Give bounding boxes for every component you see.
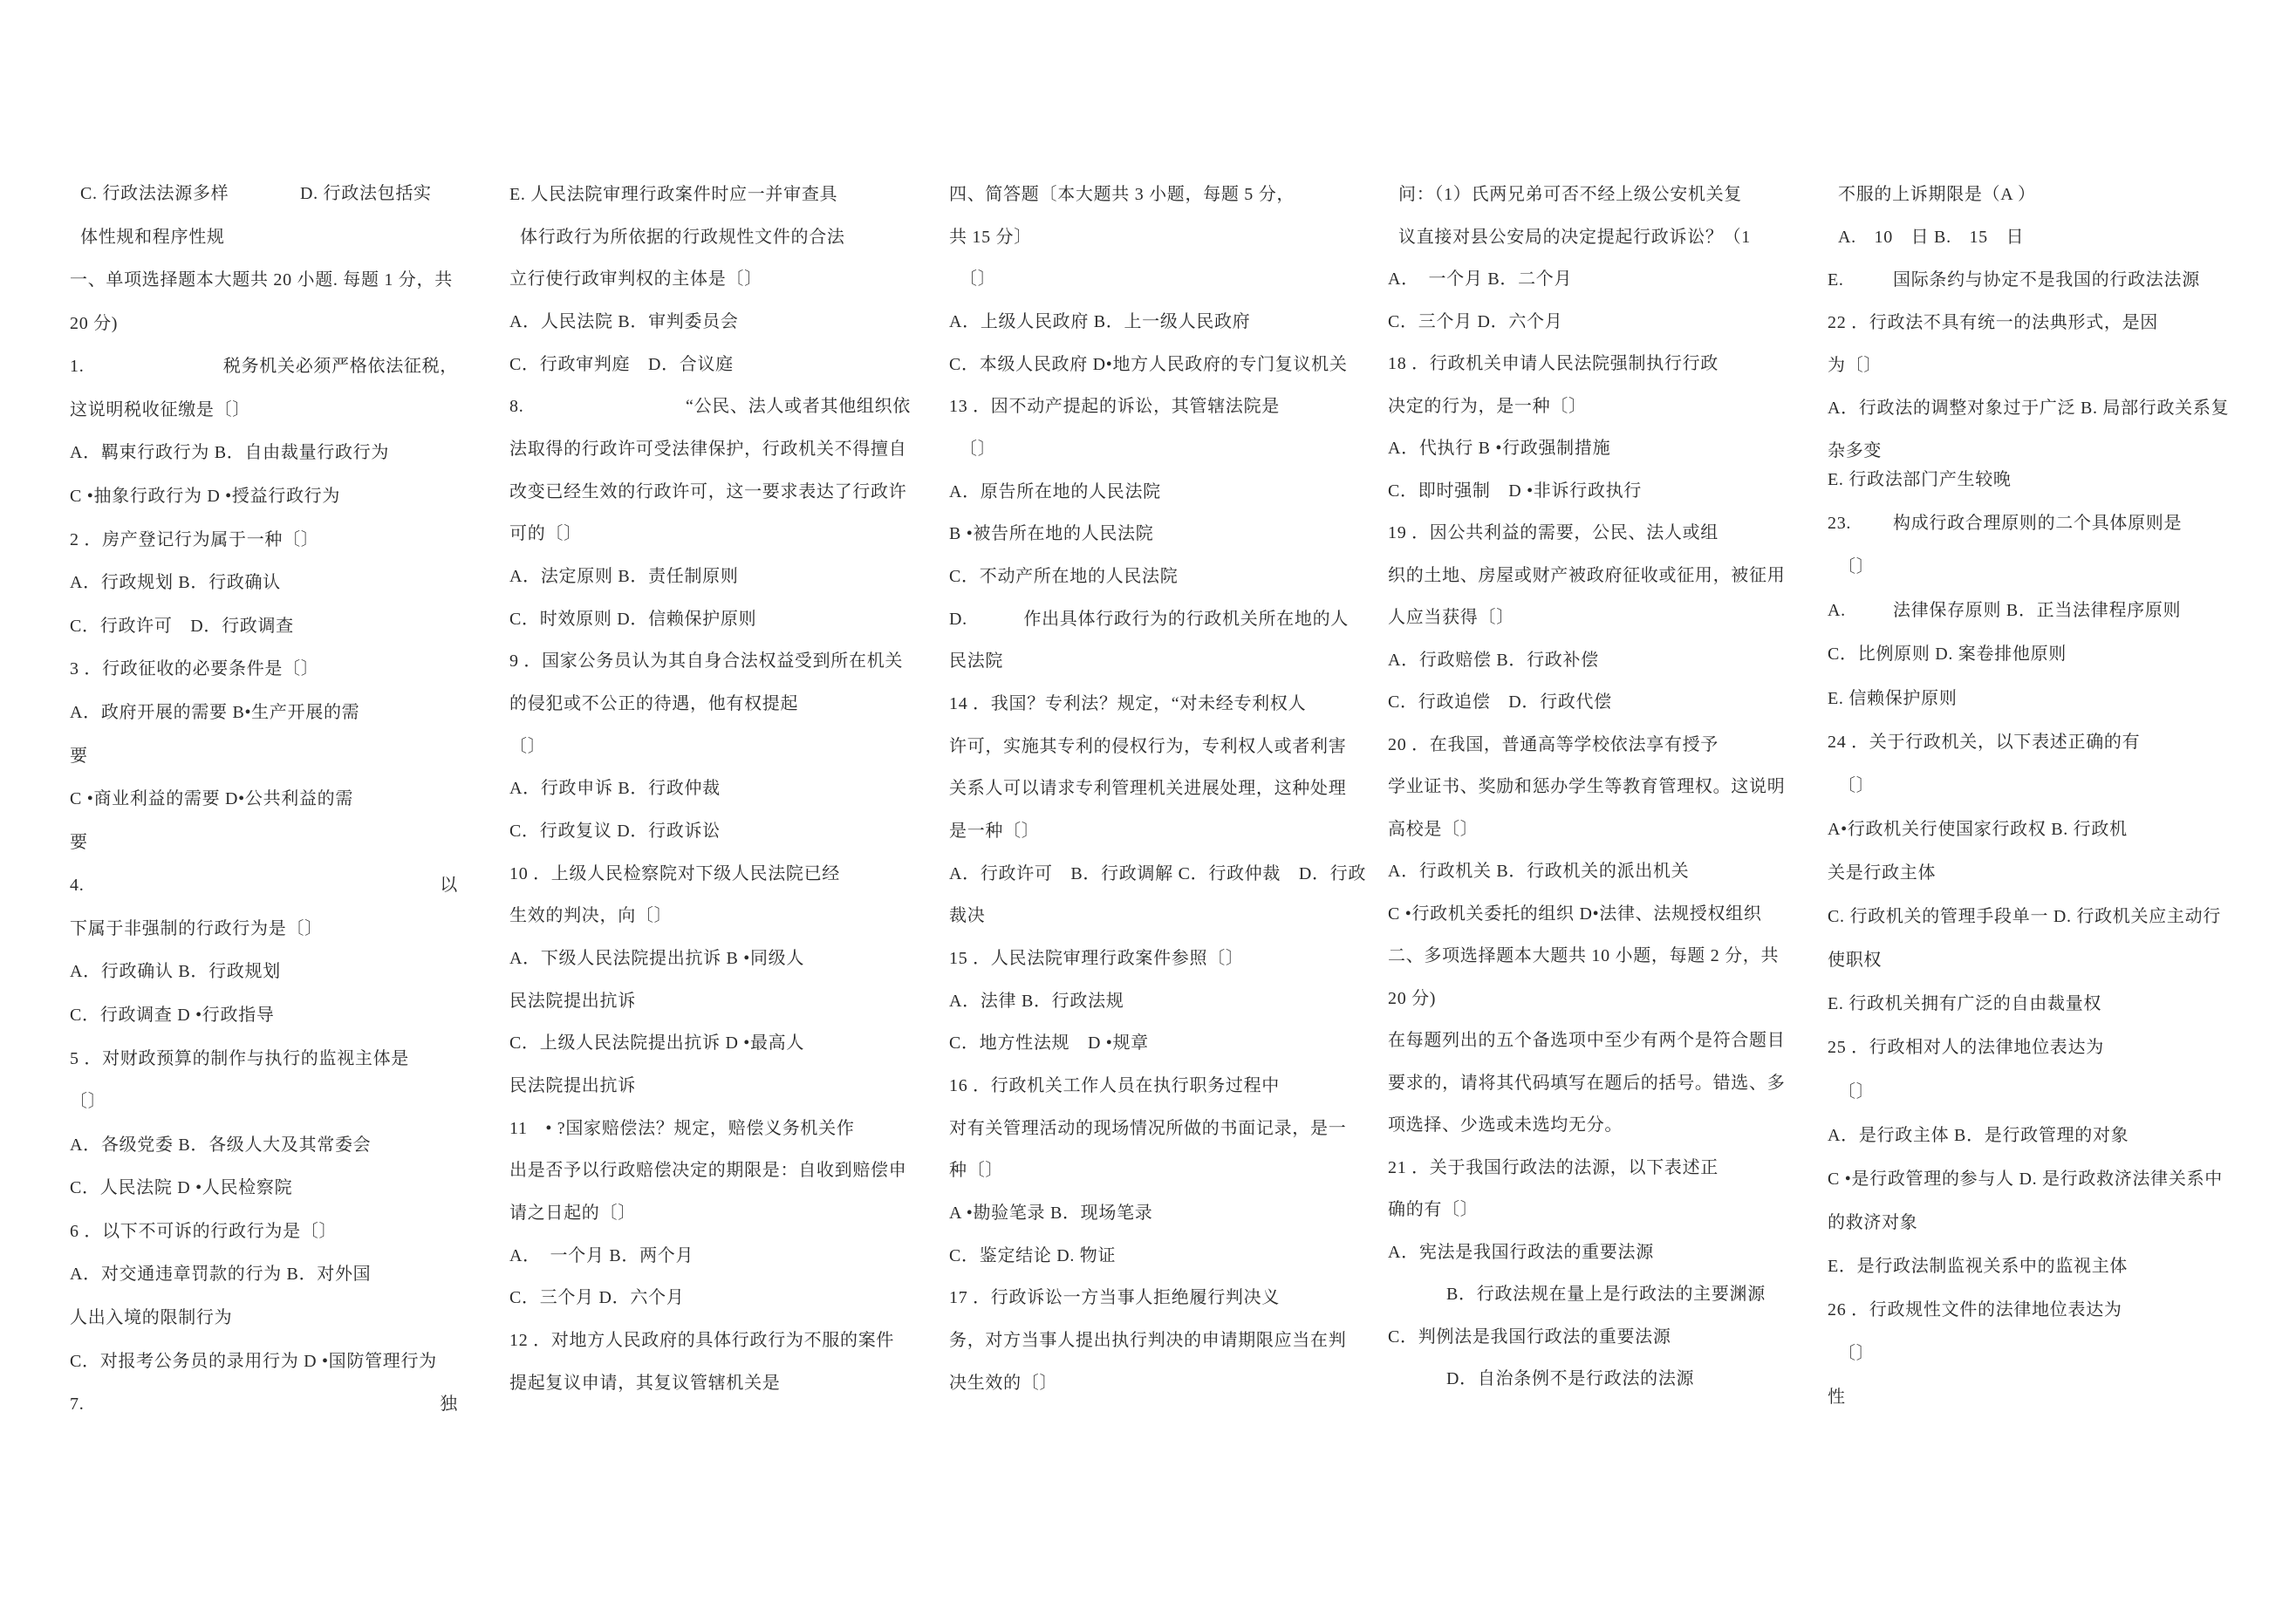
question-number: 23.	[1828, 514, 1852, 534]
answer-options: A．行政赔偿 B．行政补偿	[1388, 650, 1599, 670]
question-stem: 21 ．关于我国行政法的法源，以下表述正	[1388, 1157, 1719, 1177]
question-stem: 9 ．国家公务员认为其自身合法权益受到所在机关	[509, 651, 904, 672]
question-text: 问：（1）氏两兄弟可否不经上级公安机关复	[1398, 185, 1742, 204]
answer-option: E．是行政法制监视关系中的监视主体	[1828, 1256, 2129, 1276]
answer-options: C．本级人民政府 D•地方人民政府的专门复议机关	[949, 354, 1348, 374]
answer-options: A．代执行 B •行政强制措施	[1388, 439, 1611, 458]
answer-options: A．下级人民法院提出抗诉 B •同级人	[509, 949, 805, 969]
answer-options-continued: 关是行政主体	[1828, 863, 1937, 883]
option-text: 作出具体行政行为的行政机关所在地的人	[1023, 609, 1349, 629]
question-text: 可的〔〕	[509, 524, 582, 544]
answer-options: C．行政许可 D．行政调查	[70, 616, 294, 636]
section-instructions: 要求的，请将其代码填写在题后的括号。错选、多	[1388, 1073, 1786, 1093]
answer-options: C．行政复议 D．行政诉讼	[509, 822, 721, 842]
question-text: 决定的行为，是一种〔〕	[1388, 396, 1587, 416]
question-stem: 10 ．上级人民检察院对下级人民法院已经	[509, 863, 840, 883]
answer-option: D．自治条例不是行政法的法源	[1446, 1369, 1695, 1388]
question-text: 对有关管理活动的现场情况所做的书面记录，是一	[949, 1118, 1347, 1138]
question-stem: 18 ．行政机关申请人民法院强制执行行政	[1388, 354, 1719, 373]
answer-options: A．羁束行政行为 B．自由裁量行政行为	[70, 443, 390, 463]
question-stem: 22 ．行政法不具有统一的法典形式，是因	[1828, 312, 2158, 332]
option-text: C. 行政法法源多样	[80, 184, 229, 203]
question-text: 务，对方当事人提出执行判决的申请期限应当在判	[949, 1331, 1347, 1351]
question-stem: 12 ．对地方人民政府的具体行政行为不服的案件	[509, 1331, 895, 1351]
question-stem	[1828, 501, 2226, 545]
answer-options-continued: 杂多变	[1828, 440, 1883, 460]
question-text: 的侵犯或不公正的待遇，他有权提起	[509, 694, 799, 714]
question-stem: 6 ．以下不可诉的行政行为是〔〕	[70, 1221, 338, 1241]
question-text: 议直接对县公安局的决定提起行政诉讼？（1	[1398, 227, 1751, 247]
question-text: 改变已经生效的行政许可，这一要求表达了行政许	[509, 481, 907, 501]
answer-options: C．即时强制 D •非诉行政执行	[1388, 481, 1642, 501]
answer-options: C．行政审判庭 D．合议庭	[509, 354, 734, 374]
answer-options: C．行政追偿 D．行政代偿	[1388, 692, 1612, 712]
question-number: 7.	[70, 1395, 85, 1415]
column-5-lower	[1828, 458, 2226, 1419]
answer-options	[1828, 589, 2226, 632]
answer-options: C •行政机关委托的组织 D•法律、法规授权组织	[1388, 904, 1762, 924]
answer-options	[70, 173, 458, 216]
answer-options: A．行政机关 B．行政机关的派出机关	[1388, 862, 1690, 881]
question-text: 下属于非强制的行政行为是〔〕	[70, 918, 323, 938]
question-stem: 5 ．对财政预算的制作与执行的监视主体是	[70, 1048, 409, 1068]
question-text: 关系人可以请求专利管理机关进展处理，这种处理	[949, 779, 1347, 799]
question-text: 性	[1828, 1388, 1846, 1408]
question-text: 请之日起的〔〕	[509, 1204, 636, 1224]
answer-options: A •勘验笔录 B．现场笔录	[949, 1204, 1153, 1224]
column-5-upper	[1828, 174, 2230, 473]
answer-options: A． 一个月 B．二个月	[1388, 269, 1573, 289]
answer-options-continued: 的救济对象	[1828, 1212, 1918, 1232]
answer-options: C．鉴定结论 D. 物证	[949, 1245, 1117, 1265]
answer-option: A．原告所在地的人民法院	[949, 481, 1161, 501]
answer-options: A•行政机关行使国家行政权 B. 行政机	[1828, 819, 2128, 839]
answer-options: C．上级人民法院提出抗诉 D •最高人	[509, 1033, 805, 1054]
question-text: 提起复议申请，其复议管辖机关是	[509, 1373, 781, 1393]
answer-option: E. 行政机关拥有广泛的自由裁量权	[1828, 994, 2102, 1014]
option-text: 国际条约与协定不是我国的行政法法源	[1893, 269, 2200, 290]
question-text: 独	[440, 1395, 458, 1415]
question-text: 是一种〔〕	[949, 822, 1040, 842]
column-3	[949, 174, 1367, 1404]
question-stem: 16 ．行政机关工作人员在执行职务过程中	[949, 1076, 1280, 1096]
answer-options-continued: 要	[70, 832, 88, 852]
answer-blank: 〔〕	[1838, 1081, 1875, 1101]
question-stem: 15 ．人民法院审理行政案件参照〔〕	[949, 949, 1244, 969]
answer-options: C．比例原则 D. 案卷排他原则	[1828, 644, 2067, 665]
answer-option: B．行政法规在量上是行政法的主要渊源	[1446, 1285, 1766, 1304]
column-2	[509, 174, 911, 1404]
answer-options: C •是行政管理的参与人 D. 是行政救济法律关系中	[1828, 1169, 2223, 1189]
answer-options: C •抽象行政行为 D •授益行政行为	[70, 487, 341, 507]
answer-blank: 〔〕	[1838, 557, 1875, 577]
answer-options: C．人民法院 D •人民检察院	[70, 1178, 293, 1198]
answer-options: C．时效原则 D．信赖保护原则	[509, 609, 757, 629]
question-text: 立行使行政审判权的主体是〔〕	[509, 269, 762, 290]
answer-option: B •被告所在地的人民法院	[949, 524, 1154, 544]
question-text: 构成行政合理原则的二个具体原则是	[1893, 514, 2183, 534]
question-text: 出是否予以行政赔偿决定的期限是：自收到赔偿申	[509, 1161, 907, 1181]
question-text: 高校是〔〕	[1388, 819, 1479, 839]
section-heading-continued: 20 分)	[1388, 988, 1437, 1008]
option-letter: D.	[949, 609, 967, 629]
option-letter: E.	[1828, 269, 1844, 290]
answer-blank: 〔〕	[70, 1092, 106, 1112]
question-text: 种〔〕	[949, 1161, 1004, 1181]
answer-options: A．法律 B．行政法规	[949, 991, 1124, 1011]
answer-options: A．行政许可 B．行政调解 C．行政仲裁 D．行政	[949, 863, 1367, 883]
column-1	[70, 173, 458, 1427]
answer-options-continued: 要	[70, 746, 88, 766]
question-text: “公民、法人或者其他组织依	[686, 397, 911, 417]
option-text-continued: 体性规和程序性规	[80, 227, 225, 247]
question-number: 1.	[70, 357, 85, 377]
question-stem	[509, 385, 911, 428]
answer-option	[949, 598, 1349, 641]
answer-options: C．三个月 D．六个月	[1388, 311, 1563, 331]
question-text: 不服的上诉期限是（A ）	[1838, 185, 2036, 204]
answer-option-continued: 民法院	[949, 651, 1004, 672]
answer-option: E. 信赖保护原则	[1828, 688, 1958, 708]
answer-option: C．不动产所在地的人民法院	[949, 567, 1179, 587]
answer-options: A．各级党委 B．各级人大及其常委会	[70, 1135, 372, 1155]
question-stem: 19 ．因公共利益的需要，公民、法人或组	[1388, 523, 1719, 542]
answer-options: A． 一个月 B．两个月	[509, 1245, 694, 1265]
question-text: 织的土地、房屋或财产被政府征收或征用，被征用	[1388, 565, 1786, 585]
answer-options-continued: 使职权	[1828, 951, 1883, 971]
answer-options: A．行政确认 B．行政规划	[70, 962, 281, 982]
answer-option: A．宪法是我国行政法的重要法源	[1388, 1242, 1654, 1262]
answer-option: C．判例法是我国行政法的重要法源	[1388, 1326, 1671, 1347]
answer-options-continued: 民法院提出抗诉	[509, 1076, 636, 1096]
question-number: 8.	[509, 397, 524, 417]
answer-options: A. 10 日 B. 15 日	[1838, 227, 2025, 247]
answer-options: C．三个月 D．六个月	[509, 1288, 685, 1308]
answer-blank: 〔〕	[960, 440, 996, 460]
option-text: 法律保存原则 B．正当法律程序原则	[1893, 601, 2182, 621]
option-text: D. 行政法包括实	[300, 184, 432, 203]
answer-options: C. 行政机关的管理手段单一 D. 行政机关应主动行	[1828, 907, 2221, 927]
question-stem: 25 ．行政相对人的法律地位表达为	[1828, 1038, 2104, 1058]
question-text: 确的有〔〕	[1388, 1200, 1479, 1219]
question-stem: 3 ．行政征收的必要条件是〔〕	[70, 659, 319, 679]
answer-options: A．人民法院 B．审判委员会	[509, 312, 739, 332]
question-text: 人应当获得〔〕	[1388, 608, 1514, 627]
answer-options: A．行政规划 B．行政确认	[70, 573, 281, 593]
answer-options: A．上级人民政府 B．上一级人民政府	[949, 312, 1251, 332]
question-stem: 24 ．关于行政机关，以下表述正确的有	[1828, 732, 2141, 752]
answer-options: A．政府开展的需要 B•生产开展的需	[70, 702, 360, 722]
question-text: 生效的判决，向〔〕	[509, 906, 673, 926]
answer-blank: 〔〕	[509, 736, 546, 756]
question-text: 以	[440, 876, 458, 896]
answer-blank: 〔〕	[1838, 1344, 1875, 1364]
answer-options: C．地方性法规 D •规章	[949, 1033, 1149, 1054]
answer-blank: 〔〕	[960, 269, 996, 290]
question-text: 许可，实施其专利的侵权行为，专利权人或者利害	[949, 736, 1347, 756]
section-instructions: 项选择、少选或未选均无分。	[1388, 1115, 1623, 1135]
option-letter: A.	[1828, 601, 1846, 621]
answer-blank: 〔〕	[1838, 775, 1875, 795]
answer-options: A．行政法的调整对象过于广泛 B. 局部行政关系复	[1828, 398, 2230, 418]
answer-option: E. 行政法部门产生较晚	[1828, 470, 2012, 489]
answer-option: E. 人民法院审理行政案件时应一并审查具	[509, 185, 838, 204]
question-stem: 14 ．我国？专利法？规定，“对未经专利权人	[949, 694, 1307, 714]
question-stem	[70, 345, 458, 389]
question-stem: 13 ．因不动产提起的诉讼，其管辖法院是	[949, 397, 1280, 417]
question-number: 4.	[70, 876, 85, 896]
answer-options: A．行政申诉 B．行政仲裁	[509, 779, 721, 799]
section-instructions: 在每题列出的五个备选项中至少有两个是符合题目	[1388, 1031, 1786, 1050]
question-stem: 20 ．在我国，普通高等学校依法享有授予	[1388, 734, 1719, 754]
answer-options-continued: 民法院提出抗诉	[509, 991, 636, 1011]
answer-options: C •商业利益的需要 D•公共利益的需	[70, 789, 354, 809]
question-stem: 2 ．房产登记行为属于一种〔〕	[70, 529, 319, 549]
question-stem: 26 ．行政规性文件的法律地位表达为	[1828, 1300, 2122, 1320]
question-text: 税务机关必须严格依法征税，	[222, 357, 458, 377]
question-stem: 17 ．行政诉讼一方当事人拒绝履行判决义	[949, 1288, 1280, 1308]
question-text: 学业证书、奖励和惩办学生等教育管理权。这说明	[1388, 777, 1786, 796]
question-stem: 11 • ?国家赔偿法？规定，赔偿义务机关作	[509, 1118, 855, 1138]
question-text: 法取得的行政许可受法律保护，行政机关不得擅自	[509, 440, 907, 460]
question-text: 为〔〕	[1828, 355, 1883, 375]
answer-options-continued: 裁决	[949, 906, 986, 926]
answer-options: A．是行政主体 B．是行政管理的对象	[1828, 1125, 2129, 1145]
question-stem	[70, 864, 458, 908]
section-heading-continued: 共 15 分〕	[949, 227, 1032, 247]
answer-options: C．对报考公务员的录用行为 D •国防管理行为	[70, 1351, 437, 1371]
answer-option	[1828, 259, 2226, 302]
section-heading: 一、单项选择题本大题共 20 小题. 每题 1 分，共	[70, 270, 453, 290]
answer-options: C．行政调查 D •行政指导	[70, 1005, 275, 1025]
question-text: 这说明税收征缴是〔〕	[70, 399, 250, 419]
column-4	[1388, 174, 1788, 1401]
answer-option-continued: 体行政行为所依据的行政规性文件的合法	[520, 227, 845, 247]
question-text: 决生效的〔〕	[949, 1373, 1058, 1393]
question-stem	[70, 1383, 458, 1427]
answer-options: A．法定原则 B．责任制原则	[509, 567, 739, 587]
answer-options-continued: 人出入境的限制行为	[70, 1308, 233, 1328]
section-heading: 四、简答题〔本大题共 3 小题，每题 5 分，	[949, 185, 1295, 204]
answer-options: A．对交通违章罚款的行为 B．对外国	[70, 1265, 372, 1285]
section-heading: 二、多项选择题本大题共 10 小题，每题 2 分，共	[1388, 946, 1780, 965]
section-heading-continued: 20 分)	[70, 313, 119, 333]
